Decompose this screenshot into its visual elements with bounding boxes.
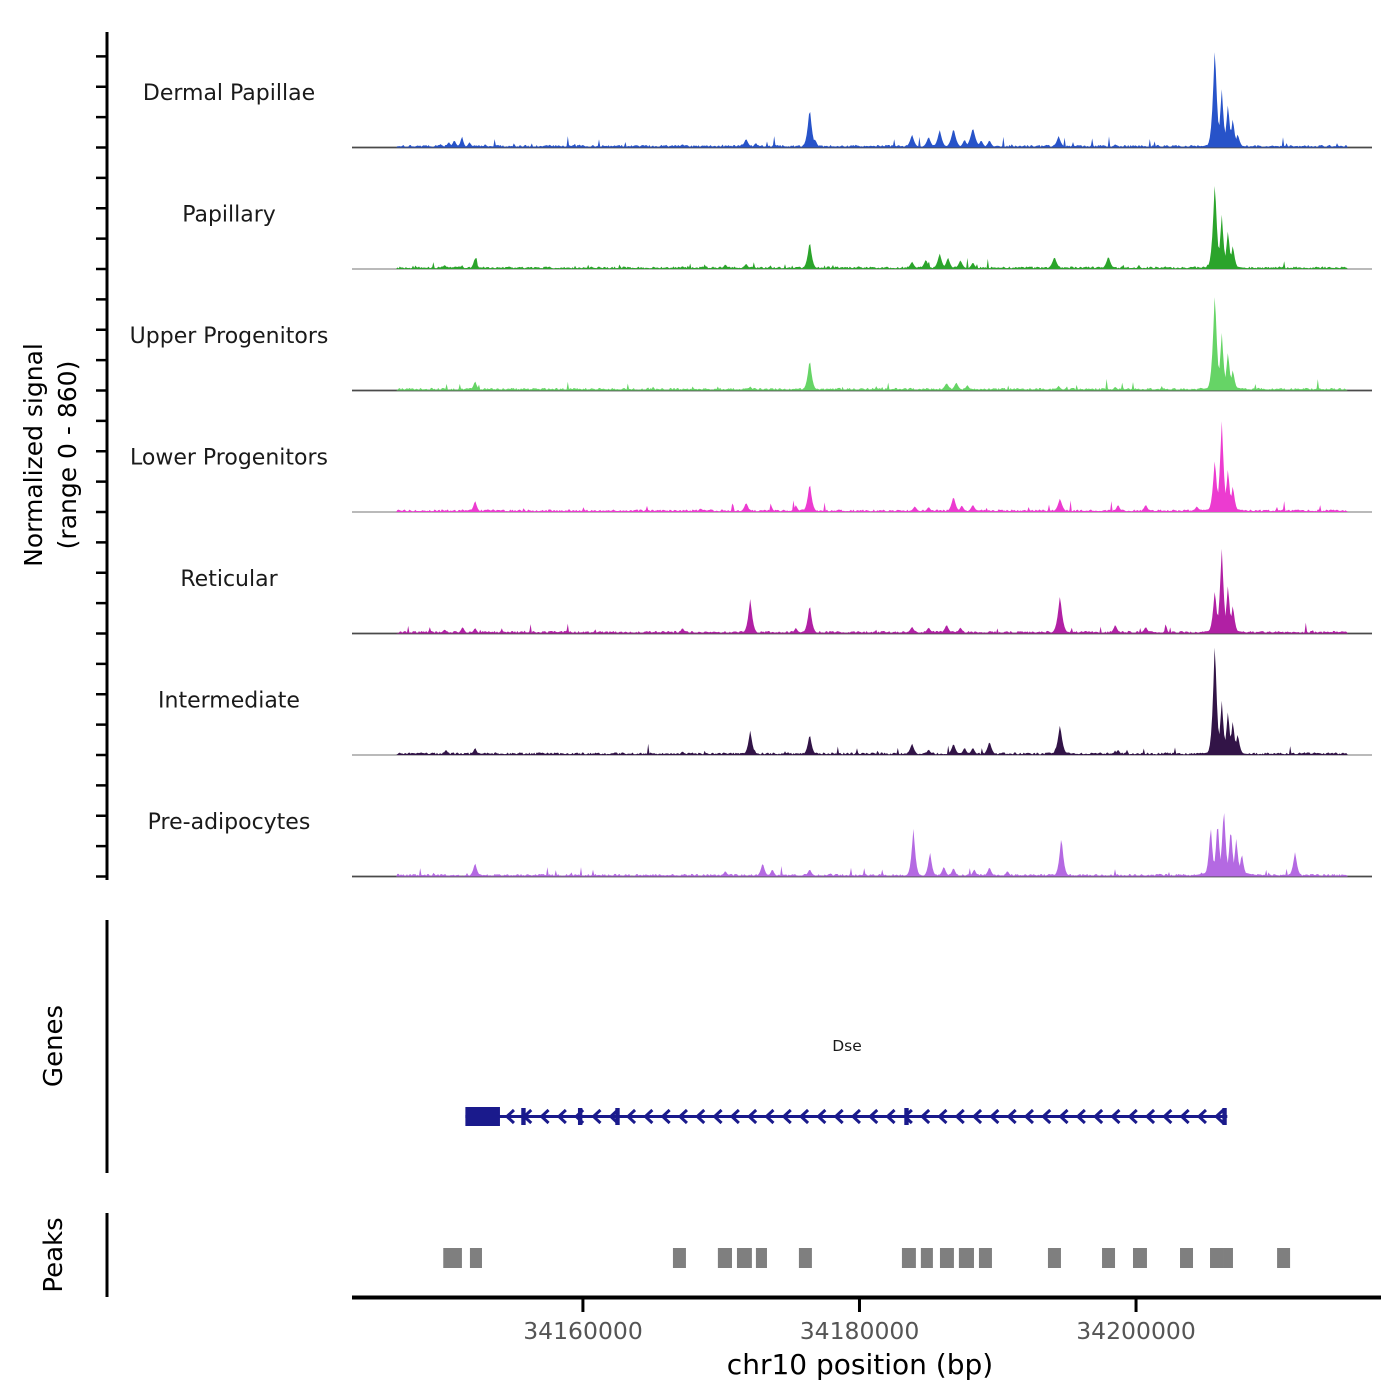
signal-area-intermediate: [352, 648, 1379, 755]
signal-track-intermediate: [352, 648, 1379, 755]
track-label-dermal-papillae: Dermal Papillae: [142, 81, 316, 106]
signal-track-pre-adipocytes: [352, 813, 1379, 876]
gene-name-label: Dse: [832, 1037, 862, 1055]
peaks-section-label: Peaks: [39, 1217, 69, 1293]
y-axis: [19, 32, 107, 880]
x-tick-label-34200000: 34200000: [1076, 1317, 1196, 1345]
x-axis-title: chr10 position (bp): [726, 1348, 994, 1381]
peak-region-box: [1133, 1248, 1147, 1268]
signal-area-papillary: [352, 186, 1379, 269]
signal-tracks: [352, 52, 1379, 876]
y-axis-label-line2: (range 0 - 860): [53, 360, 82, 550]
peak-region-box: [1102, 1248, 1115, 1268]
signal-area-pre-adipocytes: [352, 813, 1379, 876]
peak-region-box: [940, 1248, 954, 1268]
gene-model-dse: [465, 1107, 1227, 1126]
peaks-section: [39, 1213, 1290, 1297]
y-axis-label-line1: Normalized signal: [19, 343, 48, 567]
peak-region-box: [1277, 1248, 1290, 1268]
genes-section: [39, 920, 1227, 1173]
track-label-reticular: Reticular: [180, 567, 278, 592]
peak-region-box: [737, 1248, 752, 1268]
x-tick-label-34160000: 34160000: [523, 1317, 643, 1345]
peak-region-box: [1048, 1248, 1061, 1268]
peak-region-boxes: [443, 1248, 1290, 1268]
x-axis: [352, 1297, 1381, 1381]
peak-region-box: [756, 1248, 767, 1268]
peak-region-box: [673, 1248, 686, 1268]
track-label-intermediate: Intermediate: [158, 688, 300, 714]
peak-region-box: [443, 1248, 462, 1268]
signal-area-lower-progenitors: [352, 421, 1379, 512]
track-label-papillary: Papillary: [182, 202, 276, 228]
peak-region-box: [921, 1248, 933, 1268]
peak-region-box: [979, 1248, 992, 1268]
peak-region-box: [799, 1248, 812, 1268]
y-axis-ticks: [96, 56, 107, 876]
peak-region-box: [1223, 1248, 1233, 1268]
genes-section-label: Genes: [39, 1004, 69, 1088]
track-label-pre-adipocytes: Pre-adipocytes: [147, 810, 311, 835]
gene-first-exon-box: [465, 1107, 500, 1126]
track-label-lower-progenitors: Lower Progenitors: [130, 445, 328, 471]
track-label-upper-progenitors: Upper Progenitors: [129, 324, 329, 349]
track-labels: [130, 81, 329, 835]
signal-track-lower-progenitors: [352, 421, 1379, 512]
peak-region-box: [1180, 1248, 1193, 1268]
x-tick-label-34180000: 34180000: [799, 1317, 920, 1345]
signal-track-dermal-papillae: [352, 52, 1379, 147]
peak-region-box: [1210, 1248, 1223, 1268]
peak-region-box: [470, 1248, 482, 1268]
signal-area-dermal-papillae: [352, 52, 1379, 147]
signal-area-upper-progenitors: [352, 297, 1379, 390]
peak-region-box: [718, 1248, 732, 1268]
signal-track-reticular: [352, 549, 1379, 634]
signal-track-papillary: [352, 186, 1379, 269]
signal-area-reticular: [352, 549, 1379, 634]
peak-region-box: [959, 1248, 974, 1268]
signal-track-upper-progenitors: [352, 297, 1379, 390]
peak-region-box: [902, 1248, 916, 1268]
